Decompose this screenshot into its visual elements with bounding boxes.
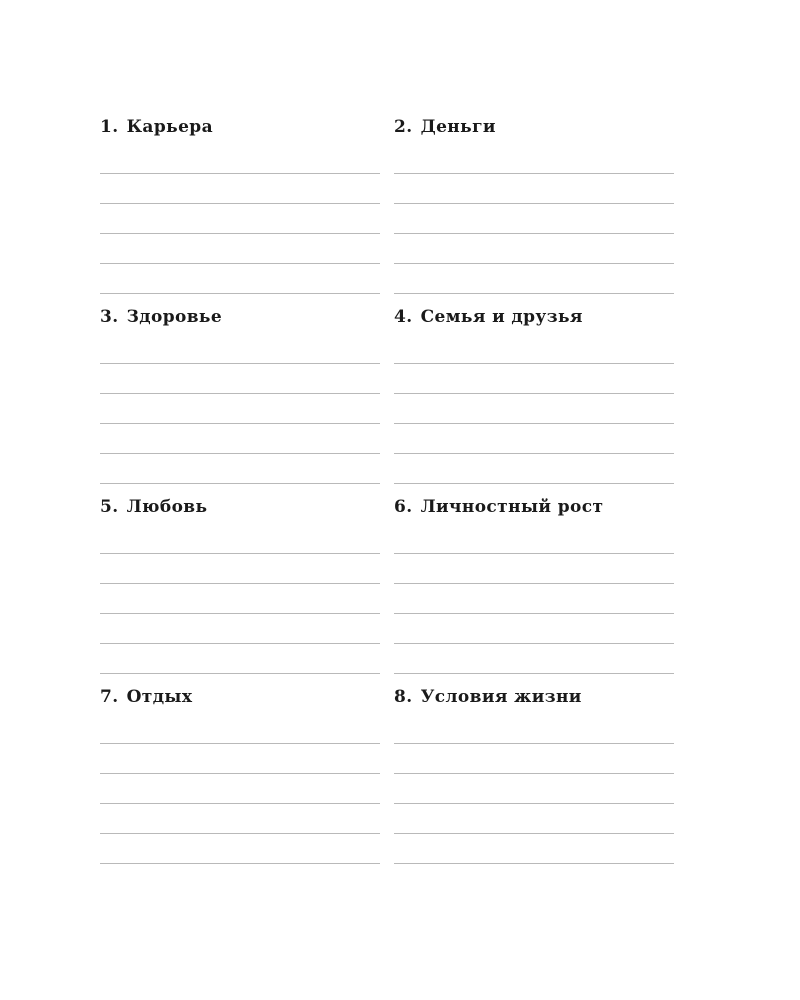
section-love bbox=[100, 492, 380, 682]
section-number: 5. bbox=[100, 497, 119, 517]
writing-line[interactable] bbox=[100, 554, 380, 584]
writing-lines bbox=[394, 720, 674, 864]
writing-line[interactable] bbox=[100, 530, 380, 554]
writing-line[interactable] bbox=[394, 340, 674, 364]
section-number: 4. bbox=[394, 307, 413, 327]
writing-line[interactable] bbox=[394, 744, 674, 774]
section-number: 8. bbox=[394, 687, 413, 707]
section-title: Любовь bbox=[126, 497, 208, 517]
section-heading bbox=[100, 112, 380, 142]
writing-line[interactable] bbox=[100, 150, 380, 174]
section-heading bbox=[100, 682, 380, 712]
section-heading bbox=[100, 302, 380, 332]
section-title: Личностный рост bbox=[420, 497, 604, 517]
writing-line[interactable] bbox=[394, 150, 674, 174]
writing-line[interactable] bbox=[394, 834, 674, 864]
section-title: Отдых bbox=[126, 687, 193, 707]
writing-line[interactable] bbox=[100, 804, 380, 834]
section-title: Условия жизни bbox=[420, 687, 582, 707]
writing-line[interactable] bbox=[394, 454, 674, 484]
writing-line[interactable] bbox=[100, 364, 380, 394]
writing-line[interactable] bbox=[394, 584, 674, 614]
writing-line[interactable] bbox=[100, 394, 380, 424]
section-heading bbox=[394, 112, 674, 142]
section-number: 3. bbox=[100, 307, 119, 327]
writing-line[interactable] bbox=[100, 264, 380, 294]
writing-line[interactable] bbox=[394, 234, 674, 264]
writing-line[interactable] bbox=[100, 744, 380, 774]
writing-line[interactable] bbox=[100, 614, 380, 644]
writing-line[interactable] bbox=[394, 394, 674, 424]
section-heading bbox=[394, 302, 674, 332]
writing-line[interactable] bbox=[394, 530, 674, 554]
writing-lines bbox=[394, 340, 674, 484]
writing-line[interactable] bbox=[394, 804, 674, 834]
writing-line[interactable] bbox=[100, 204, 380, 234]
section-health bbox=[100, 302, 380, 492]
writing-line[interactable] bbox=[100, 644, 380, 674]
section-title: Деньги bbox=[420, 117, 496, 137]
writing-lines bbox=[100, 530, 380, 674]
section-heading bbox=[100, 492, 380, 522]
writing-line[interactable] bbox=[100, 424, 380, 454]
writing-line[interactable] bbox=[100, 774, 380, 804]
writing-lines bbox=[100, 150, 380, 294]
section-money bbox=[394, 112, 674, 302]
life-areas-worksheet bbox=[100, 112, 674, 872]
section-personal-growth bbox=[394, 492, 674, 682]
writing-lines bbox=[100, 340, 380, 484]
writing-line[interactable] bbox=[394, 774, 674, 804]
section-career bbox=[100, 112, 380, 302]
writing-line[interactable] bbox=[394, 614, 674, 644]
writing-line[interactable] bbox=[394, 364, 674, 394]
section-living-conditions bbox=[394, 682, 674, 872]
writing-line[interactable] bbox=[100, 454, 380, 484]
section-leisure bbox=[100, 682, 380, 872]
writing-line[interactable] bbox=[394, 174, 674, 204]
section-heading bbox=[394, 682, 674, 712]
writing-line[interactable] bbox=[394, 264, 674, 294]
writing-line[interactable] bbox=[394, 720, 674, 744]
writing-lines bbox=[394, 530, 674, 674]
section-title: Карьера bbox=[126, 117, 213, 137]
section-number: 2. bbox=[394, 117, 413, 137]
writing-line[interactable] bbox=[394, 644, 674, 674]
section-title: Здоровье bbox=[126, 307, 223, 327]
writing-line[interactable] bbox=[100, 340, 380, 364]
writing-lines bbox=[100, 720, 380, 864]
section-heading bbox=[394, 492, 674, 522]
writing-line[interactable] bbox=[394, 424, 674, 454]
writing-line[interactable] bbox=[394, 554, 674, 584]
section-family-friends bbox=[394, 302, 674, 492]
section-number: 6. bbox=[394, 497, 413, 517]
section-number: 7. bbox=[100, 687, 119, 707]
writing-line[interactable] bbox=[100, 834, 380, 864]
section-title: Семья и друзья bbox=[420, 307, 583, 327]
section-number: 1. bbox=[100, 117, 119, 137]
writing-line[interactable] bbox=[100, 234, 380, 264]
writing-line[interactable] bbox=[100, 584, 380, 614]
writing-line[interactable] bbox=[100, 720, 380, 744]
writing-lines bbox=[394, 150, 674, 294]
writing-line[interactable] bbox=[394, 204, 674, 234]
writing-line[interactable] bbox=[100, 174, 380, 204]
